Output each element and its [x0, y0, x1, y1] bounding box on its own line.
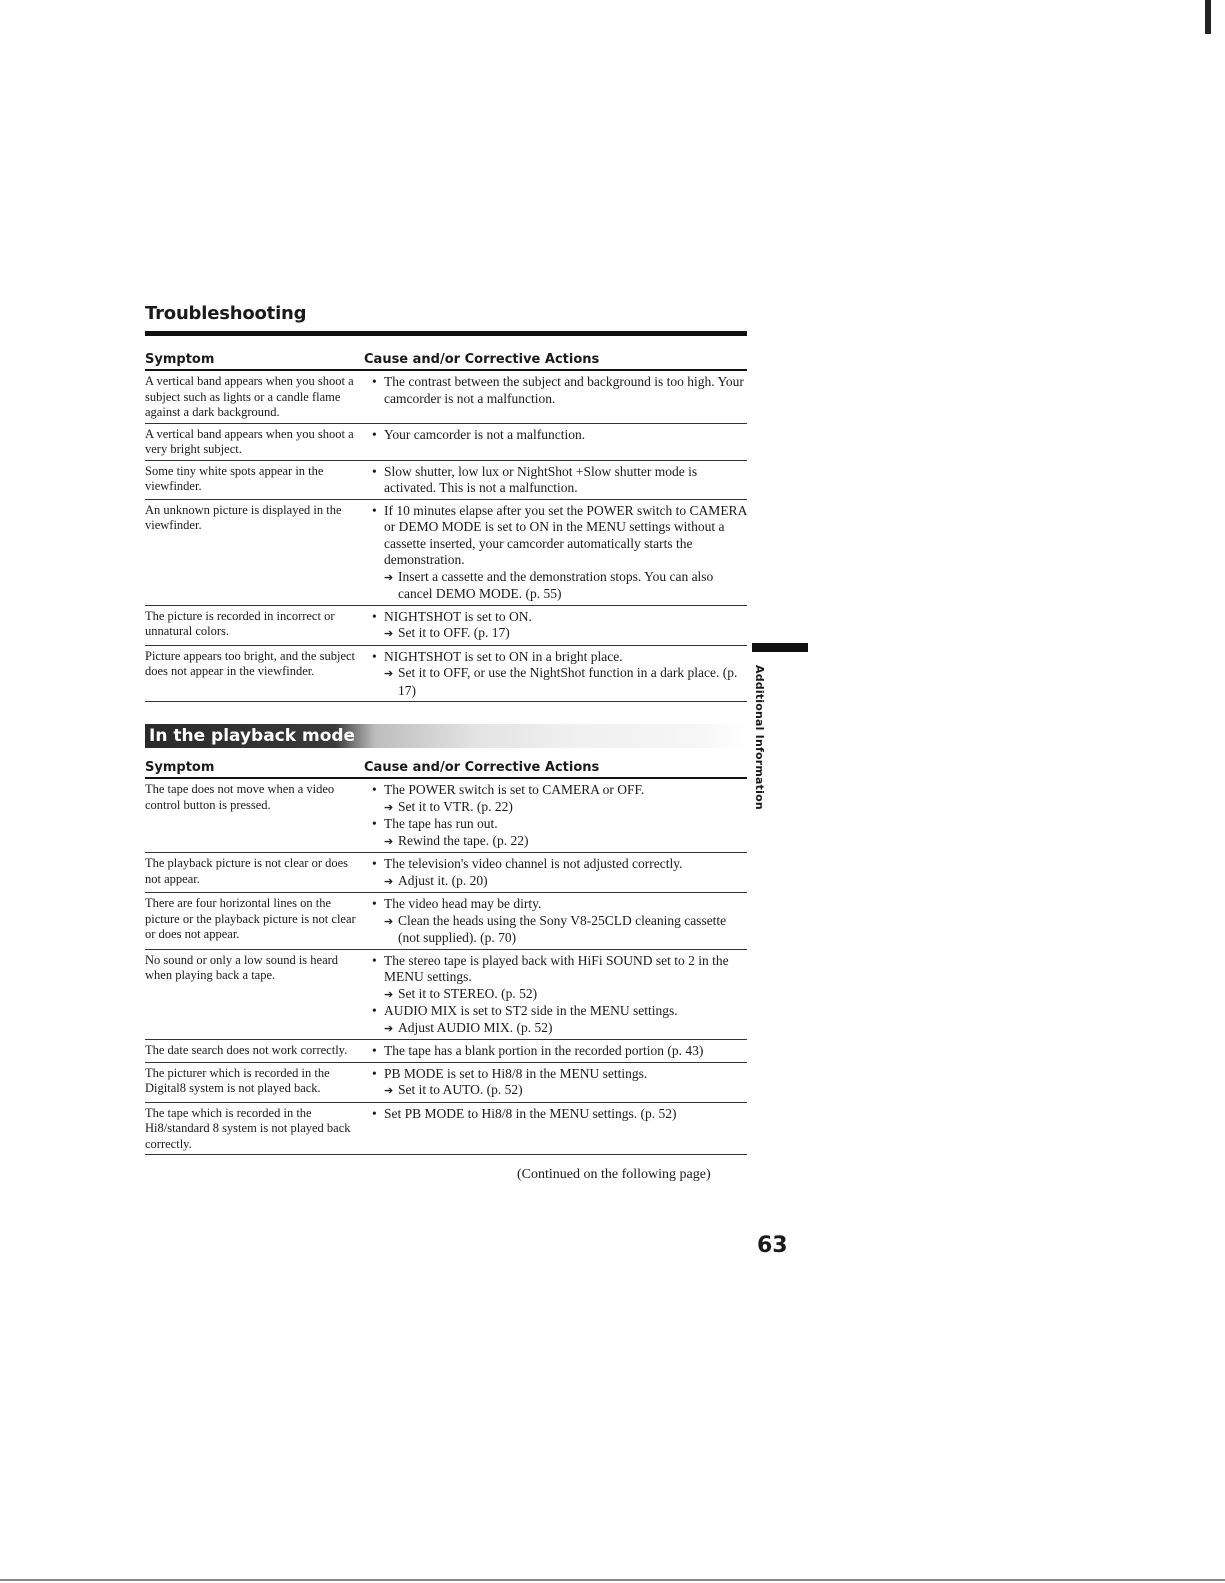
title-rule: [145, 331, 747, 336]
arrow-icon: ➔: [384, 915, 394, 928]
corrective-action: [364, 913, 747, 947]
table-row: [145, 424, 747, 461]
table-header: [145, 760, 747, 779]
table-row: [145, 893, 747, 950]
arrow-icon: ➔: [384, 571, 394, 584]
corrective-action: [364, 1020, 747, 1038]
table-row: [145, 606, 747, 646]
corrective-action: [364, 665, 747, 699]
cause-cell: [364, 1066, 747, 1100]
cause-cell: [364, 1043, 747, 1060]
arrow-icon: ➔: [384, 628, 394, 640]
arrow-icon: ➔: [384, 835, 394, 848]
cause-item: • If 10 minutes elapse after you set the POWER switch to CAMERA or DEMO MODE is set to ON in the MENU settings without a cassette inserted, your camcorder automatically starts the demonstration.: [364, 503, 747, 569]
corrective-action-text: Insert a cassette and the demonstration stops. You can also cancel DEMO MODE. (p. 55): [398, 568, 714, 601]
continued-note: (Continued on the following page): [517, 1167, 711, 1182]
table-row: [145, 779, 747, 853]
symptom-cell: There are four horizontal lines on the picture or the playback picture is not clear or does not appear.: [145, 896, 356, 941]
cause-cell: [364, 782, 747, 850]
cause-cell: [364, 503, 747, 603]
table-row: [145, 371, 747, 424]
corrective-action-text: Set it to STEREO. (p. 52): [398, 985, 538, 1001]
cause-cell: [364, 953, 747, 1038]
cause-cell: [364, 896, 747, 947]
arrow-icon: ➔: [384, 1022, 394, 1035]
symptom-cell: Some tiny white spots appear in the viewfinder.: [145, 463, 324, 493]
page-number: 63: [757, 1233, 788, 1258]
cause-item: • The video head may be dirty.: [364, 896, 747, 913]
table-row: [145, 1040, 747, 1063]
symptom-cell: Picture appears too bright, and the subject does not appear in the viewfinder.: [145, 648, 356, 678]
corrective-action-text: Rewind the tape. (p. 22): [398, 832, 529, 848]
troubleshooting-table-recording: [145, 352, 747, 702]
cause-item: • NIGHTSHOT is set to ON.: [364, 609, 747, 626]
cause-cell: [364, 609, 747, 643]
corrective-action: [364, 873, 747, 891]
corrective-action-text: Set it to OFF, or use the NightShot function in a dark place. (p. 17): [398, 665, 738, 698]
scan-bottom-edge: [0, 1579, 1225, 1581]
cause-header: Cause and/or Corrective Actions: [364, 760, 600, 775]
cause-cell: [364, 856, 747, 890]
table-body: [145, 779, 747, 1155]
arrow-icon: ➔: [384, 875, 394, 888]
table-row: [145, 1103, 747, 1156]
symptom-header: Symptom: [145, 760, 215, 775]
table-row: [145, 1063, 747, 1103]
symptom-cell: The tape does not move when a video control button is pressed.: [145, 782, 335, 812]
section-title: In the playback mode: [149, 726, 356, 746]
table-row: [145, 950, 747, 1041]
corrective-action: [364, 625, 747, 643]
cause-cell: [364, 427, 747, 458]
cause-item: • Set PB MODE to Hi8/8 in the MENU settings. (p. 52): [364, 1106, 747, 1123]
scan-edge-mark: [1205, 0, 1211, 34]
cause-item: • The POWER switch is set to CAMERA or OFF.: [364, 782, 747, 799]
arrow-icon: ➔: [384, 988, 394, 1001]
cause-header: Cause and/or Corrective Actions: [364, 352, 600, 367]
cause-cell: [364, 464, 747, 497]
cause-item: • The tape has a blank portion in the recorded portion (p. 43): [364, 1043, 747, 1060]
corrective-action-text: Set it to VTR. (p. 22): [398, 798, 513, 814]
cause-item: • NIGHTSHOT is set to ON in a bright place.: [364, 649, 747, 666]
table-row: [145, 646, 747, 703]
symptom-cell: No sound or only a low sound is heard when playing back a tape.: [145, 952, 339, 982]
table-row: [145, 853, 747, 893]
corrective-action: [364, 833, 747, 851]
arrow-icon: ➔: [384, 668, 394, 680]
cause-item: • Slow shutter, low lux or NightShot +Slow shutter mode is activated. This is not a malfunction.: [364, 464, 747, 497]
symptom-cell: A vertical band appears when you shoot a very bright subject.: [145, 426, 354, 456]
corrective-action: [364, 799, 747, 817]
arrow-icon: ➔: [384, 1085, 394, 1097]
symptom-cell: An unknown picture is displayed in the viewfinder.: [145, 502, 342, 532]
corrective-action: [364, 1082, 747, 1100]
corrective-action-text: Set it to OFF. (p. 17): [398, 625, 510, 640]
cause-cell: [364, 374, 747, 421]
cause-cell: [364, 1106, 747, 1153]
cause-item: • Your camcorder is not a malfunction.: [364, 427, 747, 444]
cause-item: • The tape has run out.: [364, 816, 747, 833]
symptom-header: Symptom: [145, 352, 215, 367]
cause-item: • The television's video channel is not adjusted correctly.: [364, 856, 747, 873]
symptom-cell: The tape which is recorded in the Hi8/standard 8 system is not played back correctly.: [145, 1105, 351, 1151]
symptom-cell: The picturer which is recorded in the Digital8 system is not played back.: [145, 1065, 330, 1095]
cause-cell: [364, 649, 747, 700]
table-row: [145, 500, 747, 606]
corrective-action-text: Adjust it. (p. 20): [398, 872, 488, 888]
table-row: [145, 461, 747, 500]
page-title: Troubleshooting: [145, 303, 307, 324]
symptom-cell: A vertical band appears when you shoot a subject such as lights or a candle flame against a dark background.: [145, 374, 354, 419]
section-banner: [145, 724, 747, 748]
side-section-label: Additional Information: [753, 665, 766, 810]
table-body: [145, 371, 747, 702]
table-header: [145, 352, 747, 371]
cause-item: • AUDIO MIX is set to ST2 side in the MENU settings.: [364, 1003, 747, 1020]
corrective-action-text: Adjust AUDIO MIX. (p. 52): [398, 1019, 553, 1035]
corrective-action: [364, 569, 747, 603]
cause-item: • The contrast between the subject and background is too high. Your camcorder is not a malfunction.: [364, 374, 747, 407]
arrow-icon: ➔: [384, 801, 394, 814]
section-tab-marker: [752, 643, 808, 652]
troubleshooting-table-playback: [145, 760, 747, 1155]
symptom-cell: The picture is recorded in incorrect or unnatural colors.: [145, 608, 335, 638]
corrective-action-text: Clean the heads using the Sony V8-25CLD cleaning cassette (not supplied). (p. 70): [398, 912, 727, 945]
cause-item: • PB MODE is set to Hi8/8 in the MENU settings.: [364, 1066, 747, 1083]
symptom-cell: The playback picture is not clear or does not appear.: [145, 856, 349, 886]
symptom-cell: The date search does not work correctly.: [145, 1043, 348, 1057]
corrective-action-text: Set it to AUTO. (p. 52): [398, 1082, 523, 1097]
cause-item: • The stereo tape is played back with HiFi SOUND set to 2 in the MENU settings.: [364, 953, 747, 986]
corrective-action: [364, 986, 747, 1004]
